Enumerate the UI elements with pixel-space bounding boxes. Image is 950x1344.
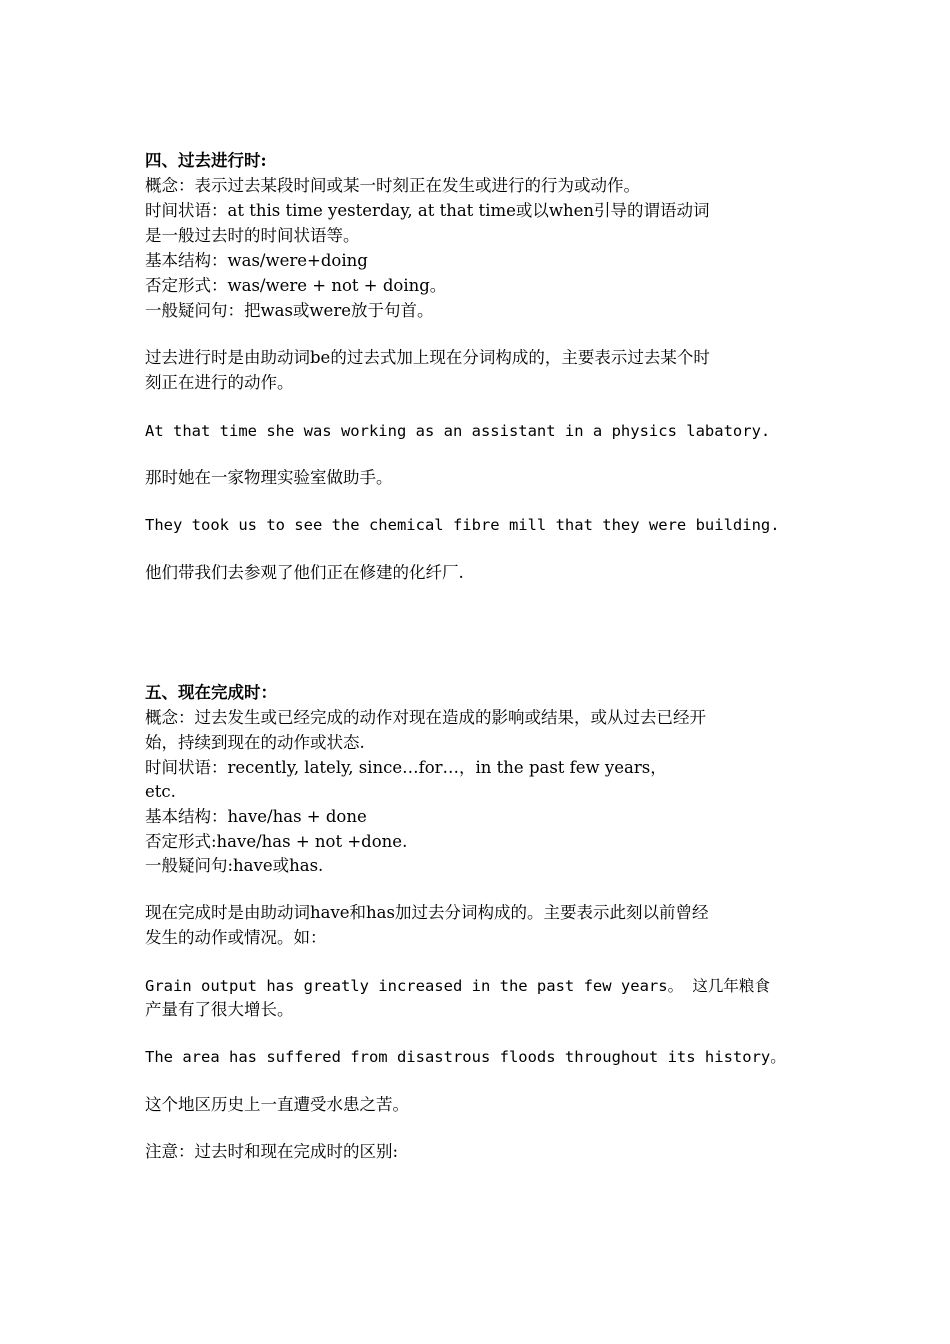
section5-explain-line2: 发生的动作或情况。如： — [145, 928, 327, 947]
section4-explain-line1: 过去进行时是由助动词be的过去式加上现在分词构成的，主要表示过去某个时 — [145, 348, 710, 367]
section5-example1-line1: Grain output has greatly increased in the past few years。 这几年粮食 — [145, 977, 770, 995]
section4-structure: 基本结构：was/were+doing — [145, 251, 368, 270]
section4-explain-line2: 刻正在进行的动作。 — [145, 373, 294, 392]
section4-example2-en: They took us to see the chemical fibre mill that they were building. — [145, 516, 780, 534]
section5-heading: 五、现在完成时： — [145, 683, 277, 702]
section5-negative: 否定形式:have/has + not +done. — [145, 832, 408, 851]
section5-example2-en: The area has suffered from disastrous floods throughout its history。 — [145, 1048, 786, 1066]
section5-note: 注意：过去时和现在完成时的区别: — [145, 1142, 399, 1161]
section5-question: 一般疑问句:have或has. — [145, 856, 324, 875]
section4-heading: 四、过去进行时: — [145, 151, 267, 170]
section4-example1-en: At that time she was working as an assistant in a physics labatory. — [145, 422, 771, 440]
section4-example2-zh: 他们带我们去参观了他们正在修建的化纤厂. — [145, 563, 464, 582]
section4-adverbials-line1: 时间状语：at this time yesterday, at that time或以when引导的谓语动词 — [145, 201, 710, 220]
section5-structure: 基本结构：have/has + done — [145, 807, 367, 826]
section5-adverbials-line1: 时间状语：recently, lately, since…for…，in the past few years， — [145, 758, 667, 777]
section5-concept-line1: 概念：过去发生或已经完成的动作对现在造成的影响或结果，或从过去已经开 — [145, 708, 706, 727]
section5-explain-line1: 现在完成时是由助动词have和has加过去分词构成的。主要表示此刻以前曾经 — [145, 903, 709, 922]
section5-concept-line2: 始，持续到现在的动作或状态. — [145, 733, 365, 752]
section4-concept: 概念：表示过去某段时间或某一时刻正在发生或进行的行为或动作。 — [145, 176, 640, 195]
section4-negative: 否定形式：was/were + not + doing。 — [145, 276, 447, 295]
section4-adverbials-line2: 是一般过去时的时间状语等。 — [145, 226, 360, 245]
section5-example2-zh: 这个地区历史上一直遭受水患之苦。 — [145, 1095, 409, 1114]
section4-example1-zh: 那时她在一家物理实验室做助手。 — [145, 468, 393, 487]
section5-adverbials-line2: etc. — [145, 782, 176, 801]
section5-example1-line2: 产量有了很大增长。 — [145, 1000, 294, 1019]
section4-question: 一般疑问句：把was或were放于句首。 — [145, 301, 434, 320]
